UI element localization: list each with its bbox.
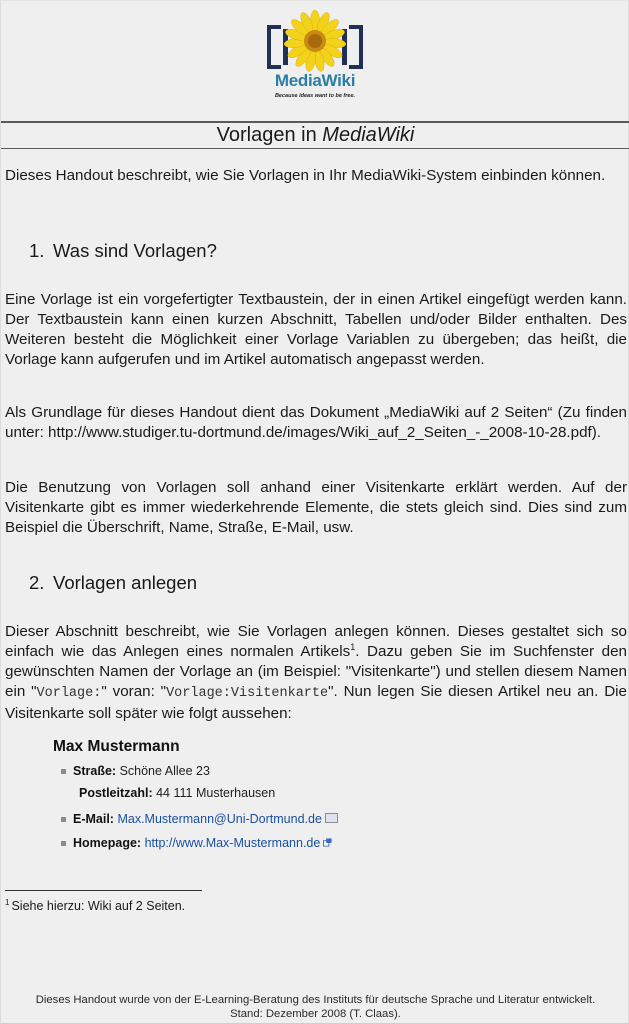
right-bracket-icon <box>349 25 363 69</box>
footer-line-2: Stand: Dezember 2008 (T. Claas). <box>230 1008 401 1020</box>
homepage-label: Homepage: <box>73 836 142 850</box>
footnote-separator <box>5 890 202 891</box>
card-item-street <box>53 763 383 779</box>
business-card-example <box>53 737 383 859</box>
section-title: Vorlagen anlegen <box>53 572 198 593</box>
page-title <box>1 123 629 148</box>
street-value: Schöne Allee 23 <box>119 764 210 778</box>
section1-paragraph-2: Als Grundlage für dieses Handout dient das Dokument „MediaWiki auf 2 Seiten“ (Zu finden unter: http://www.studiger.tu-dortmund.de/images/Wiki_auf_2_Seiten_-_2008-10-28.pdf). <box>5 404 627 441</box>
text-run: . Dazu geben Sie im Suchfenster den gewünschten Namen der Vorlage an (im Beispiel: "Visitenkarte") und stellen diesem Namen ein " <box>5 643 627 700</box>
mediawiki-logo <box>263 7 367 105</box>
external-link-icon <box>323 838 332 847</box>
street-label: Straße: <box>73 764 117 778</box>
zip-value: 44 111 Musterhausen <box>156 786 276 800</box>
card-list <box>53 763 383 779</box>
text-run: Dieser Abschnitt beschreibt, wie Sie Vorlagen anlegen können. Dieses gestaltet sich so einfach wie das Anlegen eines normalen Artikels <box>5 623 627 660</box>
title-prefix: Vorlagen in <box>216 124 323 146</box>
footnote-text: Siehe hierzu: Wiki auf 2 Seiten. <box>11 899 186 913</box>
bullet-icon <box>61 769 66 774</box>
footnote-marker: 1 <box>5 898 10 907</box>
section1-paragraph-1: Eine Vorlage ist ein vorgefertigter Textbaustein, der in einen Artikel eingefügt werden kann. Der Textbaustein kann einen kurzen Abschnitt, Tabellen und/oder Bilder enthalten. Des Weiteren besteht die Möglichkeit einer Vorlage Variablen zu übergeben; das heißt, die Vorlage kann aufgerufen und im Artikel automatisch angepasst werden. <box>5 291 627 368</box>
card-list-contact <box>53 811 383 851</box>
card-item-homepage <box>53 835 383 851</box>
footnote-ref[interactable]: 1 <box>350 642 356 652</box>
sunflower-logo-icon <box>283 9 347 73</box>
code-prefix: Vorlage: <box>36 686 102 701</box>
zip-label: Postleitzahl: <box>79 786 153 800</box>
mail-icon <box>325 813 338 823</box>
bullet-icon <box>61 817 66 822</box>
logo-wordmark: MediaWiki <box>274 71 356 90</box>
section-number: 2. <box>29 572 45 593</box>
section2-paragraph <box>5 622 627 724</box>
card-item-zip <box>53 785 383 801</box>
email-link[interactable]: Max.Mustermann@Uni-Dortmund.de <box>117 812 322 826</box>
intro-paragraph: Dieses Handout beschreibt, wie Sie Vorlagen in Ihr MediaWiki-System einbinden können. <box>5 167 606 184</box>
section-heading-2 <box>29 571 197 595</box>
card-name: Max Mustermann <box>53 738 180 755</box>
left-bracket-icon <box>267 25 281 69</box>
title-rule-bottom <box>1 148 629 149</box>
code-template-name: Vorlage:Visitenkarte <box>166 686 329 701</box>
title-emphasis: MediaWiki <box>322 124 415 146</box>
text-run: ". Nun legen Sie diesen Artikel neu an. Die Visitenkarte soll später wie folgt aussehen: <box>5 683 627 722</box>
email-label: E-Mail: <box>73 812 114 826</box>
logo-tagline: Because ideas want to be free. <box>274 93 356 99</box>
card-item-email <box>53 811 383 827</box>
homepage-link[interactable]: http://www.Max-Mustermann.de <box>144 836 321 850</box>
bullet-icon <box>61 841 66 846</box>
footnote <box>5 898 185 914</box>
text-run: " voran: " <box>101 683 167 700</box>
page-footer <box>1 993 629 1021</box>
section1-paragraph-3: Die Benutzung von Vorlagen soll anhand einer Visitenkarte erklärt werden. Auf der Visitenkarte gibt es immer wiederkehrende Elemente, die stets gleich sind. Dies sind zum Beispiel die Überschrift, Name, Straße, E-Mail, usw. <box>5 479 627 536</box>
section-title: Was sind Vorlagen? <box>53 240 217 261</box>
section-number: 1. <box>29 240 45 261</box>
section-heading-1 <box>29 239 217 263</box>
footer-line-1: Dieses Handout wurde von der E-Learning-Beratung des Instituts für deutsche Sprache und Literatur entwickelt. <box>35 994 596 1006</box>
